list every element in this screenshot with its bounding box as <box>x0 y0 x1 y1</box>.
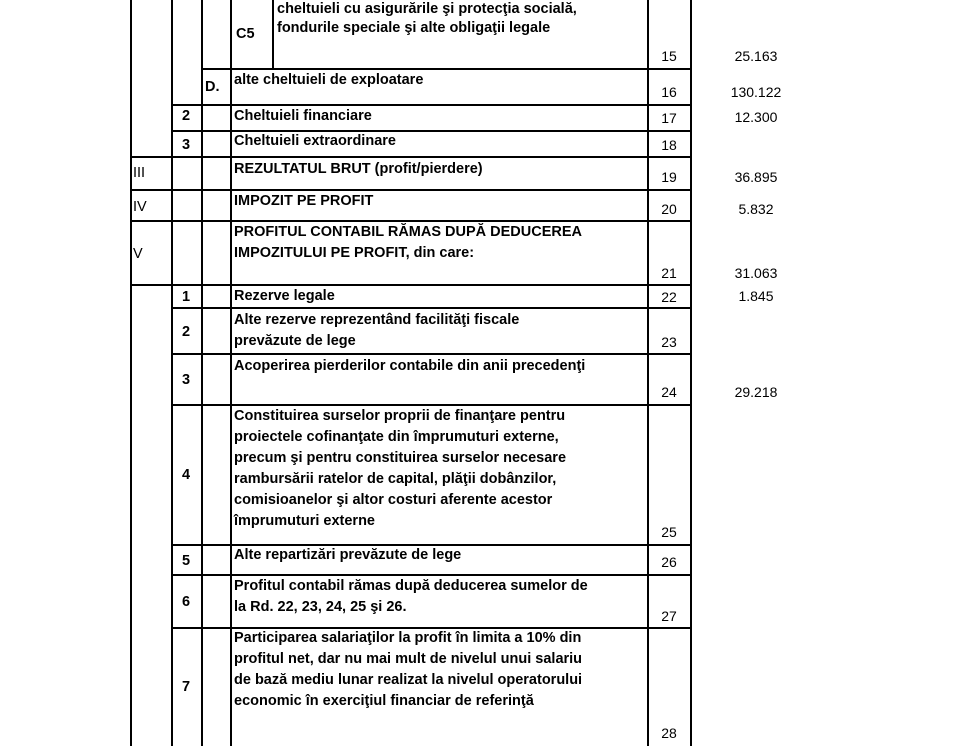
row-value: 36.895 <box>734 169 778 185</box>
row-number: 25 <box>661 524 677 540</box>
row-label-line: fondurile speciale şi alte obligaţii legale <box>277 20 551 36</box>
row-number: 18 <box>661 137 677 153</box>
column-border <box>272 0 274 68</box>
row-label-line: precum şi pentru constituirea surselor necesare <box>234 450 567 466</box>
row-border <box>130 189 692 191</box>
row-label-line: economic în exerciţiul financiar de referinţă <box>234 693 534 709</box>
row-number: 23 <box>661 334 677 350</box>
row-number: 26 <box>661 554 677 570</box>
row-value: 1.845 <box>738 288 774 304</box>
row-code: 2 <box>182 108 191 124</box>
row-label-line: împrumuturi externe <box>234 513 375 529</box>
row-label-line: IMPOZITULUI PE PROFIT, din care: <box>234 245 475 261</box>
row-code: V <box>133 246 143 262</box>
row-label-line: Participarea salariaţilor la profit în limita a 10% din <box>234 630 582 646</box>
row-number: 22 <box>661 289 677 305</box>
row-value: 12.300 <box>734 109 778 125</box>
row-code: 5 <box>182 553 191 569</box>
row-number: 15 <box>661 48 677 64</box>
row-label-line: cheltuieli cu asigurările şi protecţia socială, <box>277 1 577 17</box>
row-number: 20 <box>661 201 677 217</box>
row-label-line: profitul net, dar nu mai mult de nivelul unui salariu <box>234 651 583 667</box>
row-label-line: Profitul contabil rămas după deducerea sumelor de <box>234 578 588 594</box>
row-label-line: IMPOZIT PE PROFIT <box>234 193 374 209</box>
row-label-line: Acoperirea pierderilor contabile din anii precedenţi <box>234 358 586 374</box>
row-number: 27 <box>661 608 677 624</box>
row-value: 25.163 <box>734 48 778 64</box>
row-code: 1 <box>182 289 191 305</box>
row-label-line: Alte rezerve reprezentând facilităţi fiscale <box>234 312 520 328</box>
row-label-line: Cheltuieli extraordinare <box>234 133 396 149</box>
row-border <box>130 284 692 286</box>
row-code: 2 <box>182 324 191 340</box>
column-border <box>171 0 173 746</box>
row-label-line: REZULTATUL BRUT (profit/pierdere) <box>234 161 483 177</box>
row-label-line: rambursării ratelor de capital, plăţii dobânzilor, <box>234 471 557 487</box>
row-code: 3 <box>182 372 191 388</box>
row-label-line: de bază mediu lunar realizat la nivelul operatorului <box>234 672 583 688</box>
row-value: 5.832 <box>738 201 774 217</box>
row-border <box>171 307 692 309</box>
row-number: 24 <box>661 384 677 400</box>
row-code: 3 <box>182 137 191 153</box>
row-subcode: C5 <box>236 26 255 42</box>
row-code: 6 <box>182 594 191 610</box>
row-label-line: comisioanelor şi altor costuri aferente acestor <box>234 492 553 508</box>
column-border <box>130 0 132 746</box>
row-value: 130.122 <box>730 84 782 100</box>
row-label-line: proiectele cofinanţate din împrumuturi externe, <box>234 429 559 445</box>
row-label-line: Rezerve legale <box>234 288 335 304</box>
row-number: 21 <box>661 265 677 281</box>
row-label-line: la Rd. 22, 23, 24, 25 şi 26. <box>234 599 407 615</box>
row-border <box>171 353 692 355</box>
row-code: III <box>133 165 146 181</box>
row-number: 28 <box>661 725 677 741</box>
row-number: 16 <box>661 84 677 100</box>
row-label-line: PROFITUL CONTABIL RĂMAS DUPĂ DEDUCEREA <box>234 224 583 240</box>
row-subcode: D. <box>205 79 220 95</box>
row-label-line: Cheltuieli financiare <box>234 108 372 124</box>
row-number: 17 <box>661 110 677 126</box>
row-label-line: alte cheltuieli de exploatare <box>234 72 424 88</box>
column-border <box>230 0 232 746</box>
row-value: 31.063 <box>734 265 778 281</box>
row-code: 7 <box>182 679 191 695</box>
row-label-line: prevăzute de lege <box>234 333 356 349</box>
row-label-line: Alte repartizări prevăzute de lege <box>234 547 462 563</box>
row-number: 19 <box>661 169 677 185</box>
row-code: 4 <box>182 467 191 483</box>
row-border <box>130 156 692 158</box>
row-code: IV <box>133 199 147 215</box>
column-border <box>201 0 203 746</box>
row-label-line: Constituirea surselor proprii de finanţare pentru <box>234 408 566 424</box>
row-value: 29.218 <box>734 384 778 400</box>
